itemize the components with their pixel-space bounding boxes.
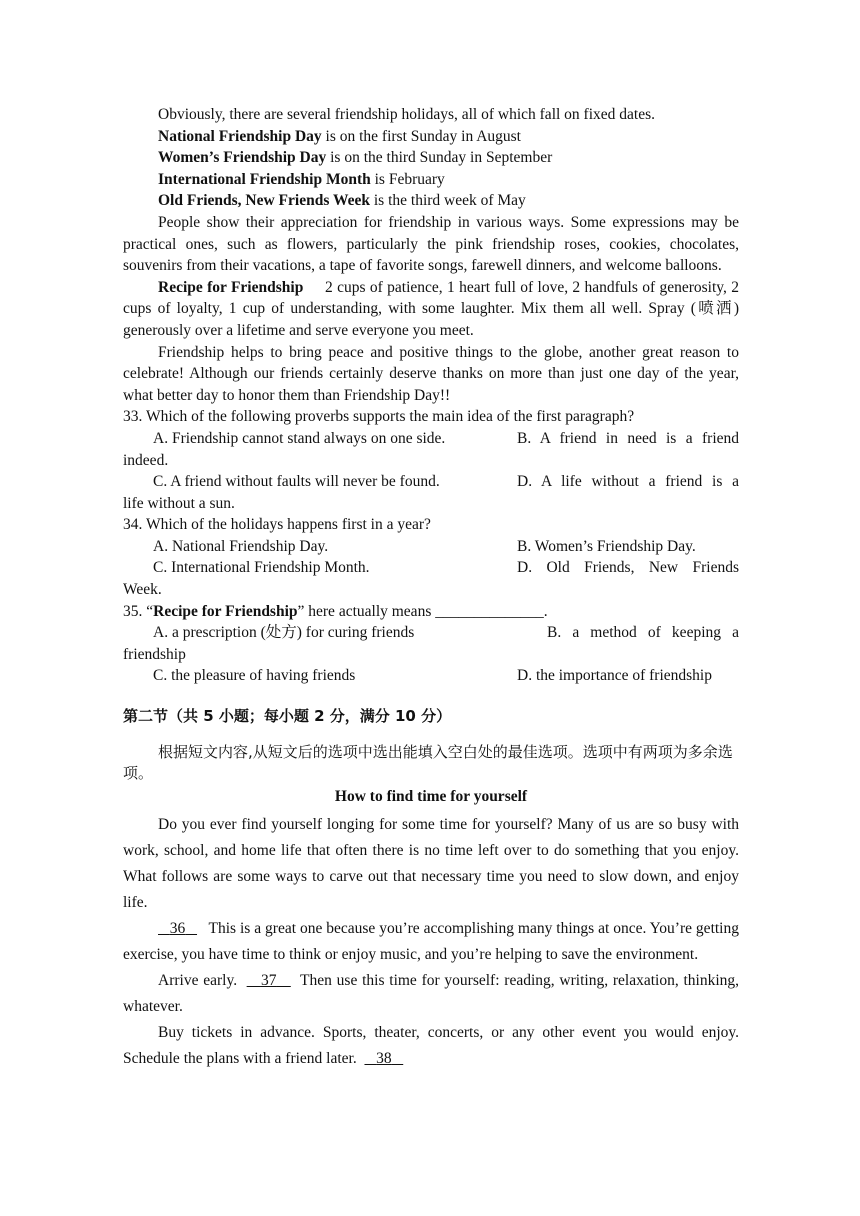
option-c: C. International Friendship Month. xyxy=(153,559,370,577)
passage-paragraph-3 xyxy=(123,968,739,1020)
holiday-line xyxy=(123,169,739,191)
question-34-options-ab xyxy=(123,536,739,558)
paragraph-recipe xyxy=(123,277,739,342)
holiday-date: is the third week of May xyxy=(369,192,526,210)
holiday-date: is February xyxy=(370,170,445,188)
option-b: B. A friend in need is a friend xyxy=(517,429,739,447)
paragraph-peace: Friendship helps to bring peace and positive things to the globe, another great reason to celebrate! Although our friends certainly deserve thanks on more than just one day of the year, what better day to honor them than Friendship Day!! xyxy=(123,343,739,404)
holiday-date: is on the third Sunday in September xyxy=(326,149,553,167)
stem-end: . xyxy=(543,602,548,620)
question-35-options-cd xyxy=(123,665,739,687)
recipe-heading: Recipe for Friendship xyxy=(158,278,304,296)
question-33-options-cd xyxy=(123,471,739,493)
question-33-options-ab xyxy=(123,428,739,450)
holiday-name: Women’s Friendship Day xyxy=(158,149,327,167)
stem-text: ” here actually means xyxy=(297,602,436,620)
section-heading: 第二节（共 5 小题；每小题 2 分，满分 10 分） xyxy=(123,707,452,726)
option-b-continued: indeed. xyxy=(123,451,169,469)
option-a: A. Friendship cannot stand always on one side. xyxy=(153,429,446,447)
option-b: B. Women’s Friendship Day. xyxy=(517,537,696,555)
option-a: A. National Friendship Day. xyxy=(153,537,329,555)
blank-38: 38 xyxy=(376,1050,392,1068)
paragraph-holidays-intro: Obviously, there are several friendship holidays, all of which fall on fixed dates. xyxy=(158,106,655,123)
option-b: B. a method of keeping a xyxy=(547,624,739,642)
passage-paragraph-4 xyxy=(123,1020,739,1072)
option-b-continued: friendship xyxy=(123,645,186,663)
question-34-options-cd xyxy=(123,557,739,579)
passage-paragraph-1: Do you ever find yourself longing for some time for yourself? Many of us are so busy with work, school, and home life that often there is no time left over to do something that you enjoy. What follows are some ways to carve out that necessary time you need to slow down, and enjoy life. xyxy=(123,816,739,912)
question-35-stem xyxy=(123,601,739,623)
holiday-name: Old Friends, New Friends Week xyxy=(158,192,370,210)
holiday-name: National Friendship Day xyxy=(158,127,322,145)
answer-blank: ______________ xyxy=(435,602,544,620)
paragraph-text: Then use this time for yourself: reading, writing, relaxation, thinking, whatever. xyxy=(123,972,740,1016)
stem-prefix: 35. “ xyxy=(123,602,154,620)
blank-37: 37 xyxy=(260,972,277,990)
holiday-line xyxy=(123,190,739,212)
holiday-line xyxy=(123,147,739,169)
option-d: D. A life without a friend is a xyxy=(517,473,739,491)
option-d-continued: life without a sun. xyxy=(123,494,235,512)
blank-36: 36 xyxy=(169,920,186,938)
paragraph-lead: Arrive early. xyxy=(158,972,238,990)
passage-title: How to find time for yourself xyxy=(334,788,528,806)
option-a: A. a prescription (处方) for curing friends xyxy=(153,624,415,642)
holiday-line xyxy=(123,126,739,148)
stem-bold: Recipe for Friendship xyxy=(153,602,298,620)
passage-paragraph-2 xyxy=(123,916,739,968)
holiday-name: International Friendship Month xyxy=(158,170,371,188)
section-instruction: 根据短文内容,从短文后的选项中选出能填入空白处的最佳选项。选项中有两项为多余选项。 xyxy=(123,743,733,783)
holiday-date: is on the first Sunday in August xyxy=(321,127,521,145)
option-d: D. Old Friends, New Friends xyxy=(517,559,739,577)
question-33-stem: 33. Which of the following proverbs supports the main idea of the first paragraph? xyxy=(123,408,635,426)
option-d: D. the importance of friendship xyxy=(517,667,712,685)
option-c: C. the pleasure of having friends xyxy=(153,667,356,685)
document-page xyxy=(123,104,739,1072)
recipe-text: 2 cups of patience, 1 heart full of love, 2 handfuls of generosity, 2 cups of loyalty, 1 cup of understanding, with some laughter. Mix them all well. Spray (喷洒) generously over a lifetime and serve everyone you meet. xyxy=(123,278,740,339)
passage-body xyxy=(123,812,739,1072)
question-35-options-ab xyxy=(123,622,739,644)
option-c: C. A friend without faults will never be found. xyxy=(153,473,440,491)
paragraph-text: This is a great one because you’re accomplishing many things at once. You’re getting exercise, you have time to think or enjoy music, and you’re helping to save the environment. xyxy=(123,920,739,964)
paragraph-appreciation: People show their appreciation for friendship in various ways. Some expressions may be practical ones, such as flowers, particularly the pink friendship roses, cookies, chocolates, souvenirs from their vacations, a tape of favorite songs, farewell dinners, and welcome balloons. xyxy=(123,213,739,275)
paragraph-text: Buy tickets in advance. Sports, theater, concerts, or any other event you would enjoy. Schedule the plans with a friend later. xyxy=(123,1024,739,1068)
question-34-stem: 34. Which of the holidays happens first in a year? xyxy=(123,516,431,534)
option-d-continued: Week. xyxy=(123,581,162,599)
